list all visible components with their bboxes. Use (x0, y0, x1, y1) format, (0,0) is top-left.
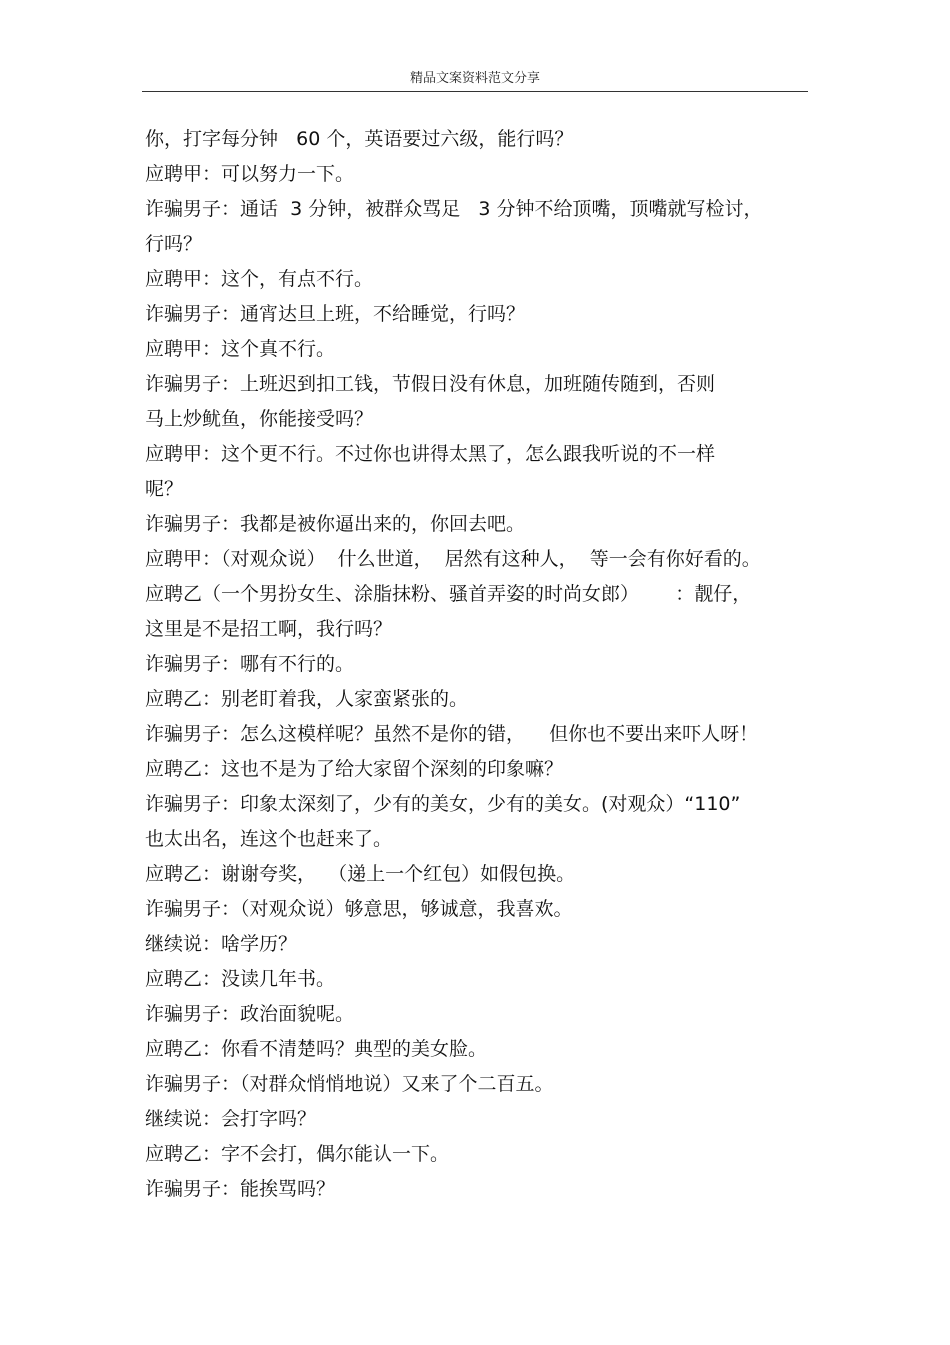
text-line: 诈骗男子：上班迟到扣工钱，节假日没有休息，加班随传随到，否则 (145, 373, 716, 395)
page-header: 精品文案资料范文分享 (409, 71, 540, 86)
text-line: 应聘甲：可以努力一下。 (145, 163, 355, 185)
text-line: 应聘甲：这个，有点不行。 (145, 268, 374, 290)
text-line: 这里是不是招工啊，我行吗？ (145, 618, 393, 640)
text-line: 应聘乙：你看不清楚吗？典型的美女脸。 (145, 1038, 488, 1060)
text-line: 应聘乙：这也不是为了给大家留个深刻的印象嘛？ (145, 758, 564, 780)
text-line: 应聘乙：谢谢夸奖， （递上一个红包）如假包换。 (145, 863, 576, 885)
text-line: 诈骗男子：能挨骂吗？ (145, 1178, 336, 1200)
text-line: 应聘乙：字不会打，偶尔能认一下。 (145, 1143, 450, 1165)
text-line: 应聘甲：这个真不行。 (145, 338, 336, 360)
text-line: 诈骗男子：印象太深刻了，少有的美女，少有的美女。(对观众）“110” (145, 793, 741, 815)
text-line: 诈骗男子：怎么这模样呢？虽然不是你的错， 但你也不要出来吓人呀！ (145, 723, 759, 745)
text-line: 应聘乙：别老盯着我，人家蛮紧张的。 (145, 688, 469, 710)
text-line: 行吗？ (145, 233, 203, 255)
text-line: 应聘甲：（对观众说） 什么世道， 居然有这种人， 等一会有你好看的。 (145, 548, 761, 570)
text-line: 诈骗男子：我都是被你逼出来的，你回去吧。 (145, 513, 526, 535)
text-line: 诈骗男子：哪有不行的。 (145, 653, 355, 675)
header-divider (142, 91, 808, 92)
text-line: 也太出名，连这个也赶来了。 (145, 828, 393, 850)
text-line: 诈骗男子：（对群众悄悄地说）又来了个二百五。 (145, 1073, 554, 1095)
text-line: 你，打字每分钟 60 个，英语要过六级，能行吗？ (145, 128, 574, 150)
text-line: 应聘甲：这个更不行。不过你也讲得太黑了，怎么跟我听说的不一样 (145, 443, 716, 465)
dialogue-body (145, 122, 805, 1207)
text-line: 诈骗男子：通宵达旦上班，不给睡觉，行吗？ (145, 303, 526, 325)
text-line: 继续说：会打字吗？ (145, 1108, 317, 1130)
text-line: 应聘乙（一个男扮女生、涂脂抹粉、骚首弄姿的时尚女郎） ：靓仔， (145, 583, 752, 605)
text-line: 诈骗男子：（对观众说）够意思，够诚意，我喜欢。 (145, 898, 573, 920)
text-line: 呢？ (145, 478, 184, 500)
text-line: 诈骗男子：政治面貌呢。 (145, 1003, 355, 1025)
text-line: 诈骗男子：通话 3 分钟，被群众骂足 3 分钟不给顶嘴，顶嘴就写检讨， (145, 198, 763, 220)
text-line: 应聘乙：没读几年书。 (145, 968, 336, 990)
text-line: 继续说：啥学历？ (145, 933, 298, 955)
text-line: 马上炒鱿鱼，你能接受吗？ (145, 408, 374, 430)
